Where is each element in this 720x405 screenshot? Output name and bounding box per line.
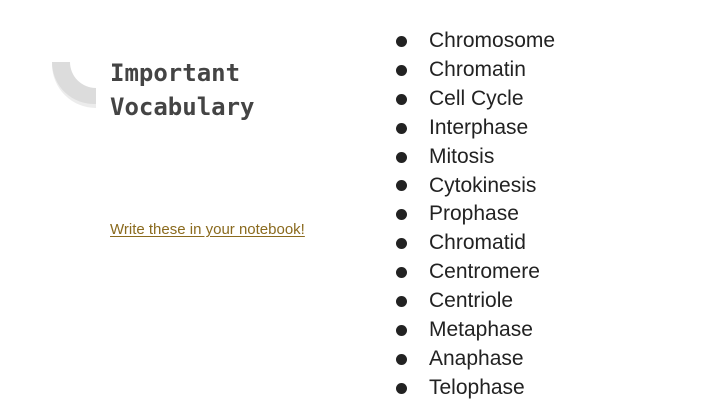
list-item — [396, 85, 555, 114]
list-item — [396, 229, 555, 258]
list-item — [396, 374, 555, 403]
vocab-term: Chromatid — [429, 231, 526, 255]
vocab-term: Prophase — [429, 202, 519, 226]
vocab-term: Telophase — [429, 375, 525, 399]
list-item — [396, 114, 555, 143]
vocab-term: Centromere — [429, 260, 540, 284]
bullet-icon — [396, 152, 407, 163]
list-item — [396, 27, 555, 56]
vocab-term: Chromatin — [429, 57, 526, 81]
bullet-icon — [396, 354, 407, 365]
bullet-icon — [396, 94, 407, 105]
bullet-icon — [396, 325, 407, 336]
vocab-term: Anaphase — [429, 346, 524, 370]
bullet-icon — [396, 123, 407, 134]
list-item — [396, 287, 555, 316]
list-item — [396, 316, 555, 345]
vocab-term: Cell Cycle — [429, 86, 524, 110]
list-item — [396, 172, 555, 201]
vocab-term: Metaphase — [429, 318, 533, 342]
bullet-icon — [396, 267, 407, 278]
corner-arc-decoration — [0, 0, 110, 120]
bullet-icon — [396, 383, 407, 394]
bullet-icon — [396, 36, 407, 47]
notebook-instruction-link[interactable]: Write these in your notebook! — [110, 221, 305, 238]
vocab-term: Mitosis — [429, 144, 495, 168]
list-item — [396, 56, 555, 85]
list-item — [396, 200, 555, 229]
slide-title-line-2: Vocabulary — [110, 93, 255, 121]
slide-title-line-1: Important — [110, 59, 241, 87]
bullet-icon — [396, 238, 407, 249]
bullet-icon — [396, 180, 407, 191]
list-item — [396, 345, 555, 374]
vocabulary-list — [396, 27, 555, 403]
bullet-icon — [396, 209, 407, 220]
list-item — [396, 258, 555, 287]
bullet-icon — [396, 296, 407, 307]
slide-title — [110, 56, 330, 124]
vocab-term: Chromosome — [429, 29, 556, 52]
list-item — [396, 143, 555, 172]
vocab-term: Interphase — [429, 115, 529, 139]
vocab-term: Cytokinesis — [429, 173, 537, 197]
vocab-term: Centriole — [429, 289, 514, 313]
bullet-icon — [396, 65, 407, 76]
